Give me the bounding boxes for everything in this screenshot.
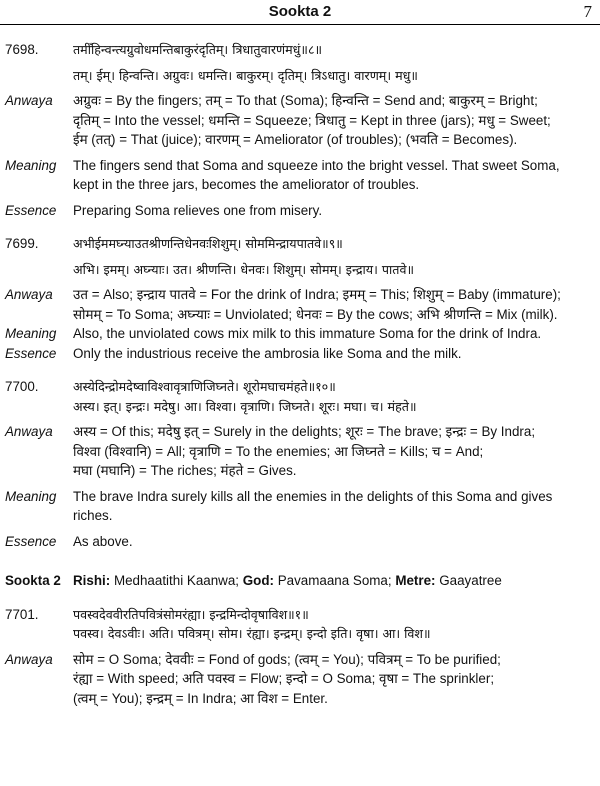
anwaya-label: Anwaya [5, 287, 53, 302]
verse-7698-padapatha [5, 66, 595, 86]
sookta-heading [5, 571, 595, 591]
anwaya-line: दृतिम् = Into the vessel; धमन्ति = Squeeze; त्रिधातु = Kept in three (jars); मधु = Sweet; [73, 112, 551, 128]
verse-7698-anwaya [5, 91, 595, 150]
god-value: Pavamaana Soma; [277, 573, 392, 588]
sanskrit-line: अस्येदिन्द्रोमदेष्वाविश्वावृत्राणिजिघ्नते। शूरोमघाचमंहते॥१०॥ [73, 379, 336, 394]
padapatha-line: अस्य। इत्। इन्द्रः। मदेषु। आ। विश्वा। वृत्राणि। जिघ्नते। शूरः। मघा। च। मंहते॥ [73, 398, 417, 414]
verse-number: 7700. [5, 379, 39, 394]
meaning-line: kept in the three jars, becomes the ameliorator of troubles. [73, 177, 420, 192]
verse-7698-sanskrit [5, 40, 595, 60]
anwaya-line: सोम = O Soma; देववीः = Fond of gods; (त्वम् = You); पवित्रम् = To be purified; [73, 651, 501, 667]
anwaya-line: अस्य = Of this; मदेषु इत् = Surely in the delights; शूरः = The brave; इन्द्रः = By Indra; [73, 424, 536, 439]
rishi-value: Medhaatithi Kaanwa; [113, 573, 239, 588]
essence-text: As above. [73, 533, 133, 549]
verse-7700-sanskrit [5, 377, 595, 397]
meaning-line: Also, the unviolated cows mix milk to this immature Soma for the drink of Indra. [73, 326, 542, 341]
anwaya-line: अग्रुवः = By the fingers; तम् = To that (Soma); हिन्वन्ति = Send and; बाकुरम् = Bright; [73, 93, 538, 108]
verse-7699-anwaya [5, 285, 595, 324]
verse-number: 7699. [5, 236, 39, 251]
essence-text: Preparing Soma relieves one from misery. [73, 202, 323, 218]
essence-label: Essence [5, 345, 57, 361]
verse-7701-padapatha [5, 624, 595, 644]
anwaya-label: Anwaya [5, 424, 53, 439]
anwaya-label: Anwaya [5, 651, 53, 667]
sanskrit-line: तमीँहिन्वन्त्यग्रुवोधमन्तिबाकुरंदृतिम्। त्रिधातुवारणंमधुं॥८॥ [73, 42, 323, 57]
anwaya-line: (त्वम् = You); इन्द्रम् = In Indra; आ विश = Enter. [73, 690, 328, 706]
essence-label: Essence [5, 202, 57, 218]
anwaya-line: सोमम् = To Soma; अघ्न्याः = Unviolated; धेनवः = By the cows; अभि श्रीणन्ति = Mix (milk). [73, 306, 558, 322]
metre-label: Metre: [395, 573, 436, 588]
verse-7699-padapatha [5, 260, 595, 280]
god-label: God: [242, 573, 274, 588]
verse-7698-essence [5, 201, 595, 221]
header-rule [0, 24, 600, 25]
verse-7699-meaning [5, 324, 595, 344]
meaning-label: Meaning [5, 488, 57, 504]
rishi-label: Rishi: [73, 573, 111, 588]
meaning-line: The fingers send that Soma and squeeze into the bright vessel. That sweet Soma, [73, 157, 560, 173]
verse-7700-meaning [5, 487, 595, 526]
verse-7698-meaning [5, 156, 595, 195]
meaning-line: riches. [73, 508, 113, 523]
anwaya-line: रंह्या = With speed; अति पवस्व = Flow; इन्दो = O Soma; वृषा = The sprinkler; [73, 671, 495, 686]
running-title: Sookta 2 [268, 3, 332, 20]
verse-number: 7701. [5, 606, 39, 622]
verse-7701-sanskrit [5, 605, 595, 625]
essence-label: Essence [5, 533, 57, 549]
metre-value: Gaayatree [439, 573, 502, 588]
verse-7700-anwaya [5, 422, 595, 481]
sanskrit-line: अभीईममघ्न्याउतश्रीणन्तिधेनवःशिशुम्। सोममिन्द्रायपातवे॥९॥ [73, 236, 343, 251]
verse-7701-anwaya [5, 650, 595, 709]
padapatha-line: अभि। इमम्। अघ्न्याः। उत। श्रीणन्ति। धेनवः। शिशुम्। सोमम्। इन्द्राय। पातवे॥ [73, 261, 415, 277]
verse-7700-padapatha [5, 397, 595, 417]
sanskrit-line: पवस्वदेववीरतिपवित्रंसोमरंह्या। इन्द्रमिन्दोवृषाविश॥१॥ [73, 606, 309, 622]
anwaya-line: उत = Also; इन्द्राय पातवे = For the drink of Indra; इमम् = This; शिशुम् = Baby (immature); [73, 287, 561, 302]
anwaya-line: मघा (मघानि) = The riches; मंहते = Gives. [73, 463, 297, 478]
verse-7700-essence [5, 532, 595, 552]
anwaya-label: Anwaya [5, 93, 53, 108]
sookta-label: Sookta 2 [5, 573, 61, 588]
page-header [0, 0, 600, 26]
anwaya-line: विश्वा (विश्वानि) = All; वृत्राणि = To the enemies; आ जिघ्नते = Kills; च = And; [73, 443, 484, 459]
verse-number: 7698. [5, 42, 39, 57]
anwaya-line: ईम (तत्) = That (juice); वारणम् = Ameliorator (of troubles); (भवति = Becomes). [73, 132, 518, 147]
meaning-label: Meaning [5, 326, 57, 341]
page-content [5, 40, 595, 708]
essence-text: Only the industrious receive the ambrosia like Soma and the milk. [73, 345, 462, 361]
meaning-label: Meaning [5, 157, 57, 173]
meaning-line: The brave Indra surely kills all the enemies in the delights of this Soma and gives [73, 488, 553, 504]
padapatha-line: तम्। ईम्। हिन्वन्ति। अग्रुवः। धमन्ति। बाकुरम्। दृतिम्। त्रिऽधातु। वारणम्। मधु॥ [73, 67, 418, 83]
page-number: 7 [583, 2, 592, 21]
verse-7699-essence [5, 344, 595, 364]
padapatha-line: पवस्व। देवऽवीः। अति। पवित्रम्। सोम। रंह्या। इन्द्रम्। इन्दो इति। वृषा। आ। विश॥ [73, 626, 431, 641]
verse-7699-sanskrit [5, 234, 595, 254]
